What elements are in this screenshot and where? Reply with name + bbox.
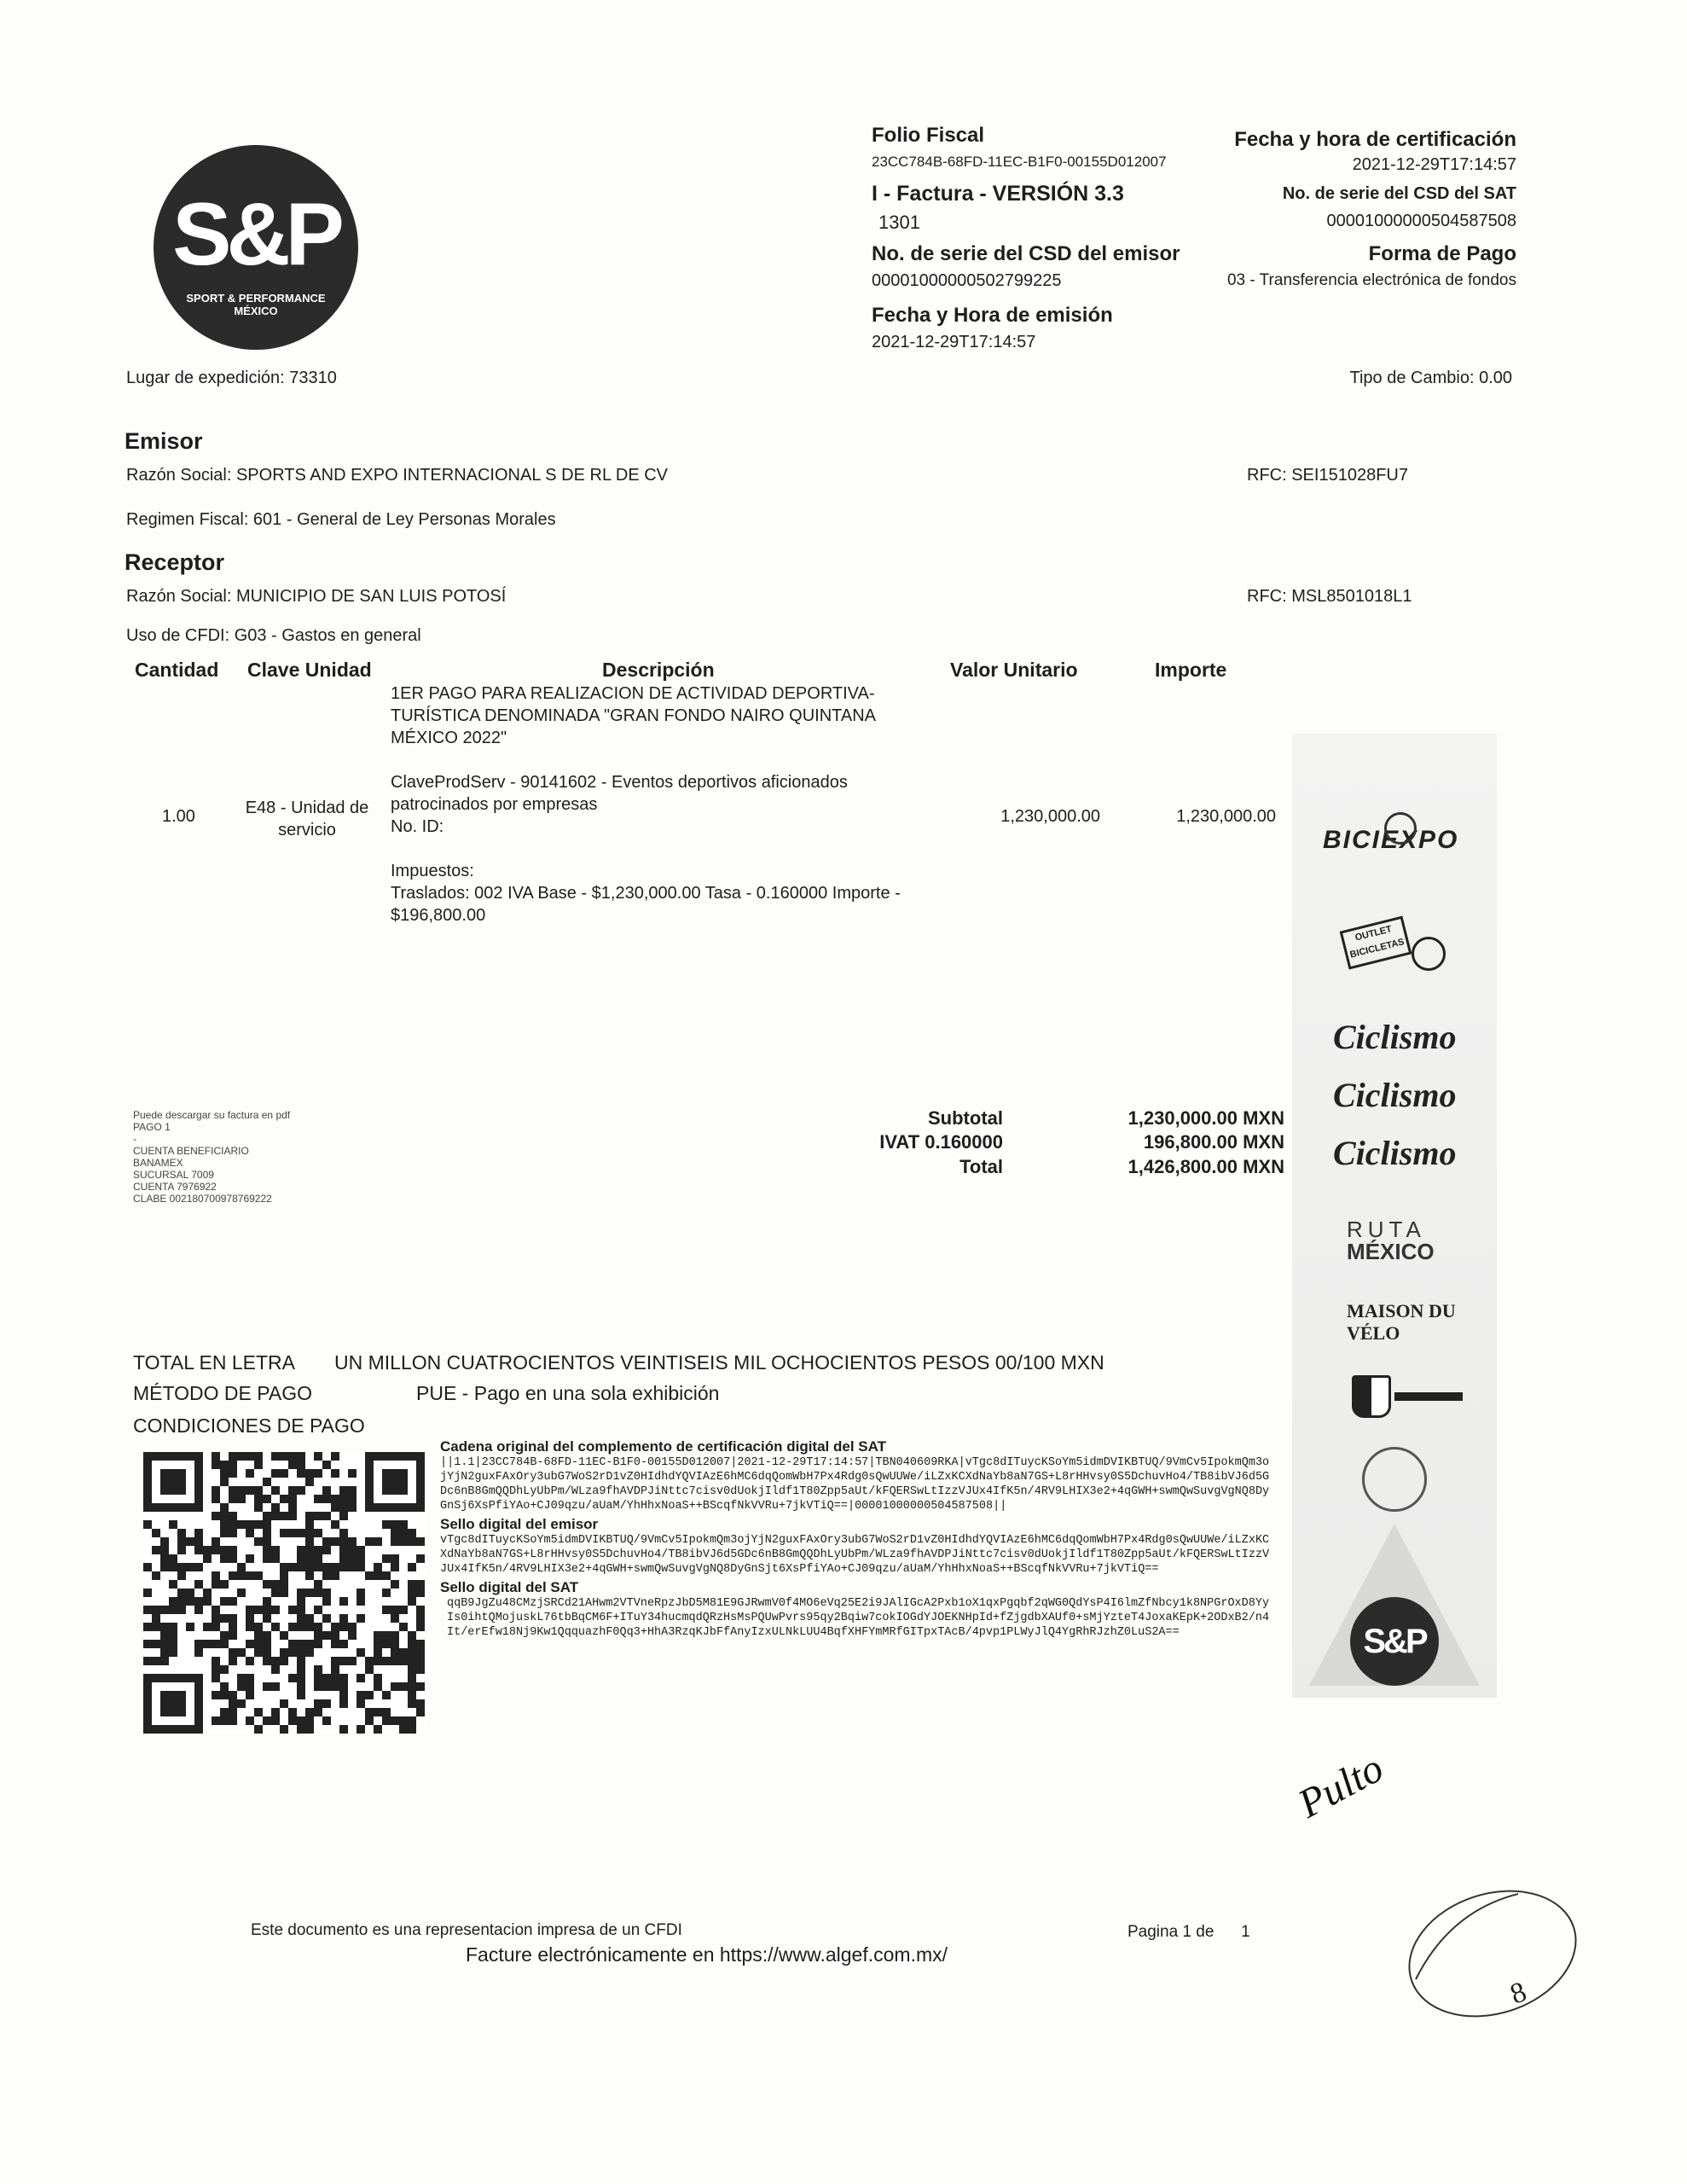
outlet-logo: OUTLET BICICLETAS <box>1340 915 1412 969</box>
total-letra-value: UN MILLON CUATROCIENTOS VEINTISEIS MIL OCHOCIENTOS PESOS 00/100 MXN <box>334 1351 1104 1374</box>
circle-annotation <box>1390 1877 1586 2022</box>
company-logo <box>154 145 358 350</box>
subtotal-value: 1,230,000.00 MXN <box>1128 1107 1284 1129</box>
maison-du-velo-logo: MAISON DU VÉLO <box>1347 1300 1456 1344</box>
row-valor-unitario: 1,230,000.00 <box>1000 807 1100 826</box>
page-number: Pagina 1 de 1 <box>1128 1923 1250 1941</box>
bank-line: CUENTA BENEFICIARIO <box>133 1145 249 1157</box>
sp-emblem-logo: S&P <box>1350 1597 1439 1686</box>
col-valor-unitario-header: Valor Unitario <box>950 659 1078 681</box>
factura-version: I - Factura - VERSIÓN 3.3 <box>872 182 1124 206</box>
sat-stamps <box>440 1438 1276 1640</box>
csd-sat-value: 00001000000504587508 <box>1326 212 1516 230</box>
clave-unidad-line-2: servicio <box>278 821 336 839</box>
row-descripcion <box>391 682 936 926</box>
impuestos-line: Traslados: 002 IVA Base - $1,230,000.00 Tasa - 0.160000 Importe - <box>391 884 901 903</box>
receptor-rfc: RFC: MSL8501018L1 <box>1247 587 1412 606</box>
receptor-title: Receptor <box>125 549 225 575</box>
emisor-title: Emisor <box>125 428 203 454</box>
bicycle-wheel-icon <box>1412 937 1446 971</box>
tipo-cambio: Tipo de Cambio: 0.00 <box>1349 369 1512 387</box>
sello-sat-value: qqB9JgZu48CMzjSRCd21AHwm2VTVneRpzJbD5M81E9GJRwmV0f4MO6eVq25E2i9JAlIGcA2Pxb1oX1qxPgqbf2qWG0QdYsP4I6lmZfNbcy1k8NPGrOxD8YyIs0ihtQMojuskL76tbBqCM6F+ITuY34hucmqdQRzHsMsPQUwPvrs95qy2Bqiw7cokIOGdYJOEKNHpId+fZjgdbXAUf0+sMjYzteT4JoxaKEpK+2ODxB2/n4It/erEfw18Nj9Kw1QqquazhF0Qq3+HhA3RzqKJbFfAnyIzxULNkLUU4BqfXHFYmMRfGITpxTAcB/4pvp1PLWyJlQ4YgRhRJzhZ0LuS2A== <box>447 1597 1270 1639</box>
emisor-razon-social: Razón Social: SPORTS AND EXPO INTERNACIONAL S DE RL DE CV <box>126 466 668 485</box>
footer-url: Facture electrónicamente en https://www.algef.com.mx/ <box>466 1943 948 1966</box>
logo-sub-line-1: SPORT & PERFORMANCE <box>186 292 326 305</box>
fecha-cert-label: Fecha y hora de certificación <box>1234 128 1516 151</box>
desc-line: MÉXICO 2022" <box>391 729 507 747</box>
total-label: Total <box>959 1156 1003 1177</box>
csd-emisor-value: 00001000000502799225 <box>872 271 1062 290</box>
receptor-uso-cfdi: Uso de CFDI: G03 - Gastos en general <box>126 626 421 645</box>
total-letra-label: TOTAL EN LETRA <box>133 1351 296 1374</box>
brand-sidebar <box>1292 734 1497 1698</box>
row-importe: 1,230,000.00 <box>1176 807 1276 826</box>
bank-info <box>133 1109 290 1205</box>
handwritten-signature: Pulto <box>1290 1745 1391 1827</box>
ruta-mexico-logo: RUTA <box>1347 1217 1426 1242</box>
desc-line: TURÍSTICA DENOMINADA "GRAN FONDO NAIRO QUINTANA <box>391 706 876 725</box>
qr-code <box>143 1452 425 1734</box>
fecha-emision-label: Fecha y Hora de emisión <box>872 304 1113 327</box>
folio-label: Folio Fiscal <box>872 124 985 147</box>
bank-line: CLABE 002180700978769222 <box>133 1193 272 1205</box>
fecha-cert-value: 2021-12-29T17:14:57 <box>1352 155 1516 174</box>
desc-line: 1ER PAGO PARA REALIZACION DE ACTIVIDAD DEPORTIVA- <box>391 684 875 703</box>
gear-icon <box>1384 812 1417 845</box>
sello-emisor-title: Sello digital del emisor <box>440 1516 599 1532</box>
total-value: 1,426,800.00 MXN <box>1128 1156 1284 1177</box>
iva-value: 196,800.00 MXN <box>1143 1131 1284 1153</box>
bank-line: BANAMEX <box>133 1157 183 1169</box>
bank-line: Puede descargar su factura en pdf <box>133 1109 291 1121</box>
clave-unidad-line-1: E48 - Unidad de <box>245 799 369 817</box>
row-clave-unidad <box>241 797 374 841</box>
col-clave-unidad-header: Clave Unidad <box>247 659 372 681</box>
receptor-razon-social: Razón Social: MUNICIPIO DE SAN LUIS POTOSÍ <box>126 587 507 606</box>
prodserv-line: patrocinados por empresas <box>391 795 598 814</box>
row-cantidad: 1.00 <box>162 807 195 826</box>
metodo-pago-value: PUE - Pago en una sola exhibición <box>416 1382 720 1404</box>
cadena-title: Cadena original del complemento de certificación digital del SAT <box>440 1438 887 1455</box>
metodo-pago-label: MÉTODO DE PAGO <box>133 1382 313 1404</box>
bank-line: SUCURSAL 7009 <box>133 1169 214 1181</box>
forma-pago-label: Forma de Pago <box>1368 242 1516 265</box>
subtotal-label: Subtotal <box>928 1107 1003 1129</box>
round-badge-icon <box>1362 1447 1427 1512</box>
shield-brand-icon <box>1352 1375 1391 1418</box>
factura-number: 1301 <box>878 212 920 233</box>
ciclismo-logo: Ciclismo <box>1333 1076 1457 1114</box>
sello-emisor-value: vTgc8dITuycKSoYm5idmDVIKBTUQ/9VmCv5IpokmQm3ojYjN2guxFAxOry3ubG7WoS2rD1vZ0HIdhdYQVIAzE6hMC6dqQomWbH7Px4Rdg0sQwUUWe/iLZxKCXdNaYb8aN7GS+L8rHHvsy0S5DchuvHo4/TB8ibVJ6d5GDc6nB8GmQQDhLyUbPm/WLza9fhAVDPJiNttc7cisv0dUokjIldf1T80Zpp5aUt/kFQERSwLtIzzVJUx4IfK5n/4RV9LHIX3e2+4qGWH+swmQwSuvgVgNQ8DyGnSjt6XsPfiYAo+CJ09qzu/aUaM/YhHhxNoaS++BScqfNkVVRu+7jkVTiQ== <box>440 1534 1270 1576</box>
qr-code-graphic <box>143 1452 425 1734</box>
csd-sat-label: No. de serie del CSD del SAT <box>1282 184 1516 203</box>
ruta-mexico-logo-2: MÉXICO <box>1347 1239 1435 1264</box>
bank-line: - <box>133 1133 136 1145</box>
condiciones-pago-label: CONDICIONES DE PAGO <box>133 1414 365 1437</box>
emisor-rfc: RFC: SEI151028FU7 <box>1247 466 1408 485</box>
fecha-emision-value: 2021-12-29T17:14:57 <box>872 333 1036 351</box>
cadena-value: ||1.1|23CC784B-68FD-11EC-B1F0-00155D012007|2021-12-29T17:14:57|TBN040609RKA|vTgc8dITuycKSoYm5idmDVIKBTUQ/9VmCv5IpokmQm3ojYjN2guxFAxOry3ubG7WoS2rD1vZ0HIdhdYQVIAzE6hMC6dqQomWbH7Px4Rdg0sQwUUWe/iLZxKCXdNaYb8aN7GS+L8rHHvsy0S5DchuvHo4/TB8ibVJ6d5GDc6nB8GmQQDhLyUbPm/WLza9fhAVDPJiNttc7cisv0dUokjIldf1T80Zpp5aUt/kFQERSwLtIzzVJUx4IfK5n/4RV9LHIX3e2+4qGWH+swmQwSuvgVgNQ8DyGnSj6XsPfiYAo+CJ09qzu/aUaM/YhHhxNoaS++BScqfNkVVRu+7jkVTiQ==|00001000000504587508|| <box>440 1456 1270 1513</box>
col-descripcion-header: Descripción <box>602 659 715 681</box>
folio-value: 23CC784B-68FD-11EC-B1F0-00155D012007 <box>872 154 1167 170</box>
bank-line: PAGO 1 <box>133 1121 171 1133</box>
prodserv-line: ClaveProdServ - 90141602 - Eventos deportivos aficionados <box>391 773 848 792</box>
forma-pago-value: 03 - Transferencia electrónica de fondos <box>1226 271 1516 289</box>
logo-subtitle <box>154 292 358 317</box>
iva-label: IVAT 0.160000 <box>879 1131 1003 1153</box>
logo-sub-line-2: MÉXICO <box>234 305 278 317</box>
brand-bar <box>1394 1392 1463 1401</box>
footer-disclaimer: Este documento es una representacion impresa de un CFDI <box>251 1921 682 1939</box>
sello-sat-title: Sello digital del SAT <box>440 1579 579 1595</box>
bank-line: CUENTA 7976922 <box>133 1181 217 1193</box>
biciexpo-logo: BICIEXPO <box>1323 826 1459 854</box>
col-importe-header: Importe <box>1155 659 1227 681</box>
impuestos-line: Impuestos: <box>391 862 474 880</box>
ciclismo-logo: Ciclismo <box>1333 1134 1457 1172</box>
col-cantidad-header: Cantidad <box>135 659 219 681</box>
logo-main-text: S&P <box>172 185 339 284</box>
annotation-number: 8 <box>1506 1976 1531 2011</box>
ciclismo-logo: Ciclismo <box>1333 1018 1457 1056</box>
lugar-expedicion: Lugar de expedición: 73310 <box>126 369 337 387</box>
prodserv-line: No. ID: <box>391 817 444 836</box>
csd-emisor-label: No. de serie del CSD del emisor <box>872 242 1180 265</box>
emisor-regimen: Regimen Fiscal: 601 - General de Ley Personas Morales <box>126 510 556 529</box>
impuestos-line: $196,800.00 <box>391 906 486 925</box>
